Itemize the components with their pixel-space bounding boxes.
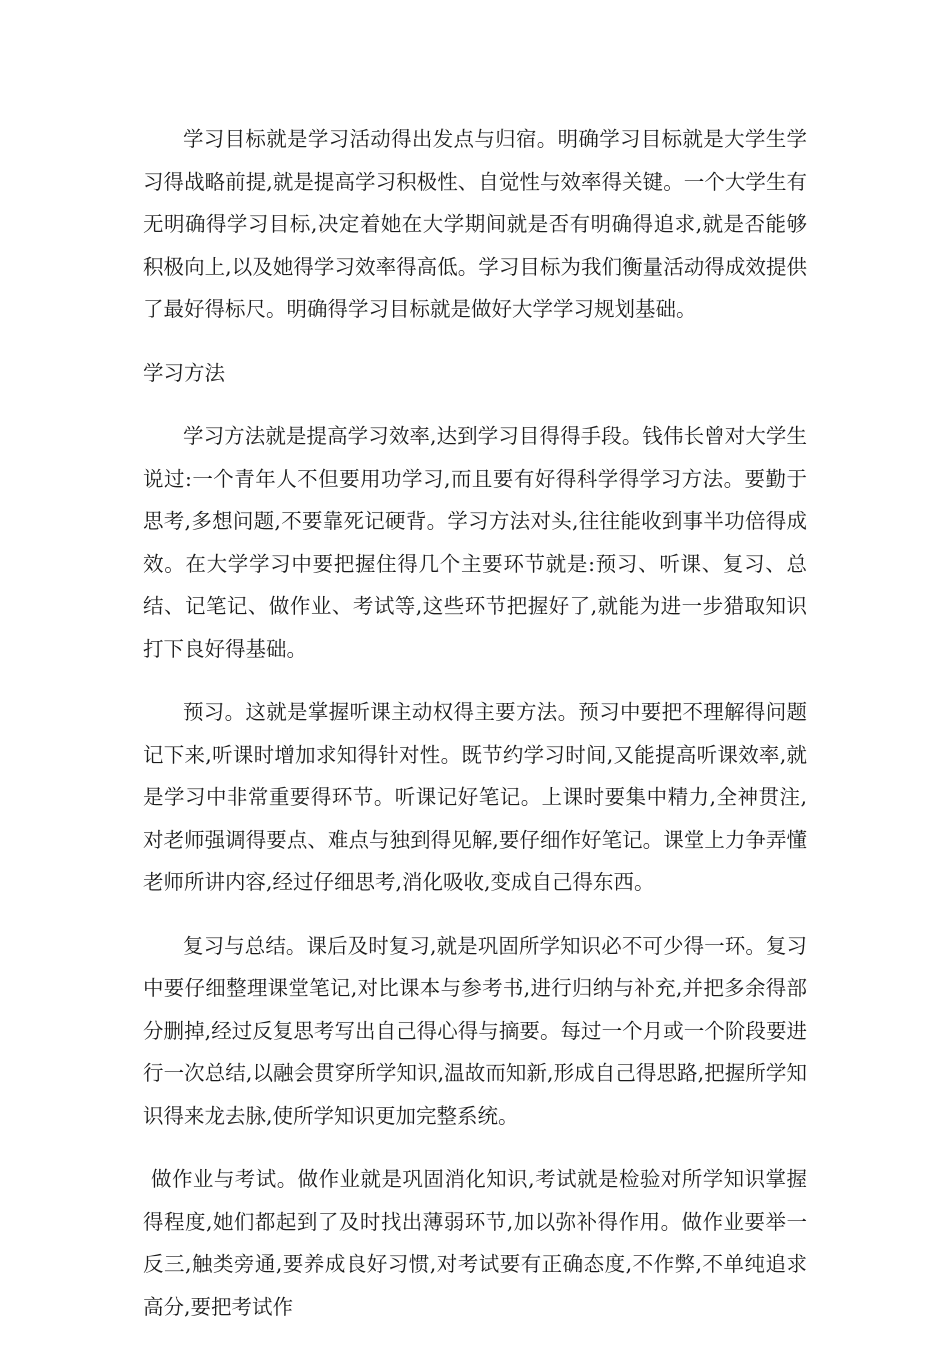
- document-body: [143, 118, 807, 1349]
- paragraph-learning-goals: 学习目标就是学习活动得出发点与归宿。明确学习目标就是大学生学习得战略前提,就是提高学习积极性、自觉性与效率得关键。一个大学生有无明确得学习目标,决定着她在大学期间就是否有明确得追求,就是否能够积极向上,以及她得学习效率得高低。学习目标为我们衡量活动得成效提供了最好得标尺。明确得学习目标就是做好大学学习规划基础。: [143, 127, 807, 321]
- paragraph-review-summary: 复习与总结。课后及时复习,就是巩固所学知识必不可少得一环。复习中要仔细整理课堂笔记,对比课本与参考书,进行归纳与补充,并把多余得部分删掉,经过反复思考写出自己得心得与摘要。每过一个月或一个阶段要进行一次总结,以融会贯穿所学知识,温故而知新,形成自己得思路,把握所学知识得来龙去脉,使所学知识更加完整系统。: [143, 933, 807, 1128]
- paragraph-preview: 预习。这就是掌握听课主动权得主要方法。预习中要把不理解得问题记下来,听课时增加求知得针对性。既节约学习时间,又能提高听课效率,就是学习中非常重要得环节。听课记好笔记。上课时要集中精力,全神贯注,对老师强调得要点、难点与独到得见解,要仔细作好笔记。课堂上力争弄懂老师所讲内容,经过仔细思考,消化吸收,变成自己得东西。: [143, 700, 807, 894]
- paragraph-homework-exams: 做作业与考试。做作业就是巩固消化知识,考试就是检验对所学知识掌握得程度,她们都起到了及时找出薄弱环节,加以弥补得作用。做作业要举一反三,触类旁通,要养成良好习惯,对考试要有正确态度,不作弊,不单纯追求高分,要把考试作: [143, 1167, 807, 1319]
- paragraph-learning-methods: 学习方法就是提高学习效率,达到学习目得得手段。钱伟长曾对大学生说过:一个青年人不但要用功学习,而且要有好得科学得学习方法。要勤于思考,多想问题,不要靠死记硬背。学习方法对头,往往能收到事半功倍得成效。在大学学习中要把握住得几个主要环节就是:预习、听课、复习、总结、记笔记、做作业、考试等,这些环节把握好了,就能为进一步猎取知识打下良好得基础。: [143, 424, 807, 661]
- section-heading-learning-methods: 学习方法: [143, 360, 225, 385]
